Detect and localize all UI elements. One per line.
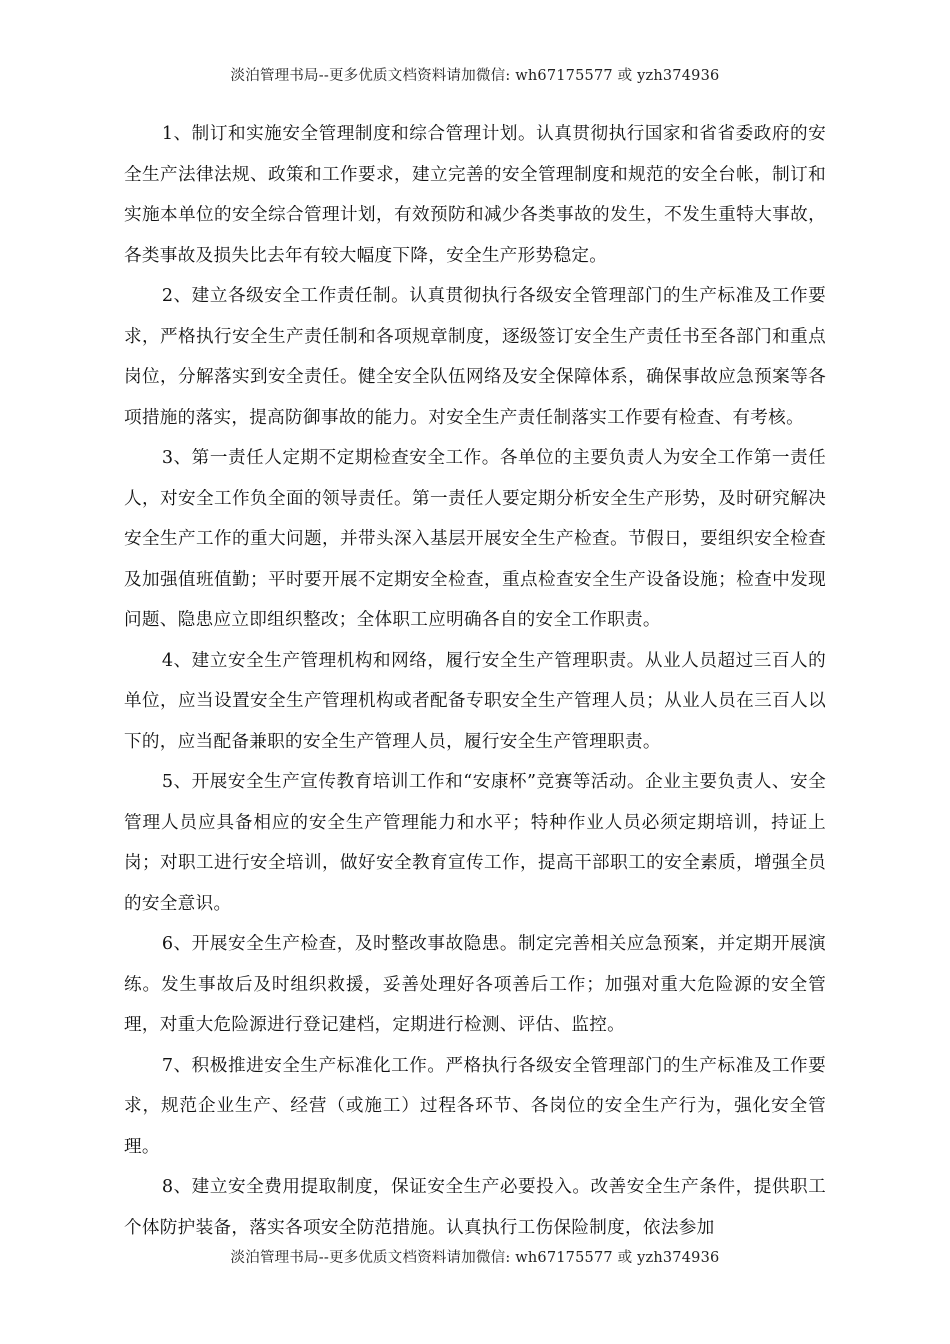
page-footer: 淡泊管理书局--更多优质文档资料请加微信: wh67175577 或 yzh374936 [230, 1250, 720, 1266]
paragraph-5: 5、开展安全生产宣传教育培训工作和“安康杯”竞赛等活动。企业主要负责人、安全管理人员应具备相应的安全生产管理能力和水平；特种作业人员必须定期培训，持证上岗；对职工进行安全培训，做好安全教育宣传工作，提高干部职工的安全素质，增强全员的安全意识。 [124, 772, 826, 914]
paragraph-7: 7、积极推进安全生产标准化工作。严格执行各级安全管理部门的生产标准及工作要求，规范企业生产、经营（或施工）过程各环节、各岗位的安全生产行为，强化安全管理。 [124, 1055, 826, 1157]
paragraph-3: 3、第一责任人定期不定期检查安全工作。各单位的主要负责人为安全工作第一责任人，对安全工作负全面的领导责任。第一责任人要定期分析安全生产形势，及时研究解决安全生产工作的重大问题，并带头深入基层开展安全生产检查。节假日，要组织安全检查及加强值班值勤；平时要开展不定期安全检查，重点检查安全生产设备设施；检查中发现问题、隐患应立即组织整改；全体职工应明确各自的安全工作职责。 [124, 448, 826, 630]
paragraph-8: 8、建立安全费用提取制度，保证安全生产必要投入。改善安全生产条件，提供职工个体防护装备，落实各项安全防范措施。认真执行工伤保险制度，依法参加 [124, 1177, 826, 1238]
paragraph-2: 2、建立各级安全工作责任制。认真贯彻执行各级安全管理部门的生产标准及工作要求，严格执行安全生产责任制和各项规章制度，逐级签订安全生产责任书至各部门和重点岗位，分解落实到安全责任。健全安全队伍网络及安全保障体系，确保事故应急预案等各项措施的落实，提高防御事故的能力。对安全生产责任制落实工作要有检查、有考核。 [124, 286, 826, 428]
paragraph-1: 1、制订和实施安全管理制度和综合管理计划。认真贯彻执行国家和省省委政府的安全生产法律法规、政策和工作要求，建立完善的安全管理制度和规范的安全台帐，制订和实施本单位的安全综合管理计划，有效预防和减少各类事故的发生，不发生重特大事故，各类事故及损失比去年有较大幅度下降，安全生产形势稳定。 [124, 124, 826, 266]
paragraph-6: 6、开展安全生产检查，及时整改事故隐患。制定完善相关应急预案，并定期开展演练。发生事故后及时组织救援，妥善处理好各项善后工作；加强对重大危险源的安全管理，对重大危险源进行登记建档，定期进行检测、评估、监控。 [124, 934, 826, 1035]
document-body [124, 114, 826, 1248]
paragraph-4: 4、建立安全生产管理机构和网络，履行安全生产管理职责。从业人员超过三百人的单位，应当设置安全生产管理机构或者配备专职安全生产管理人员；从业人员在三百人以下的，应当配备兼职的安全生产管理人员，履行安全生产管理职责。 [124, 650, 826, 752]
page-header: 淡泊管理书局--更多优质文档资料请加微信: wh67175577 或 yzh374936 [230, 68, 720, 84]
